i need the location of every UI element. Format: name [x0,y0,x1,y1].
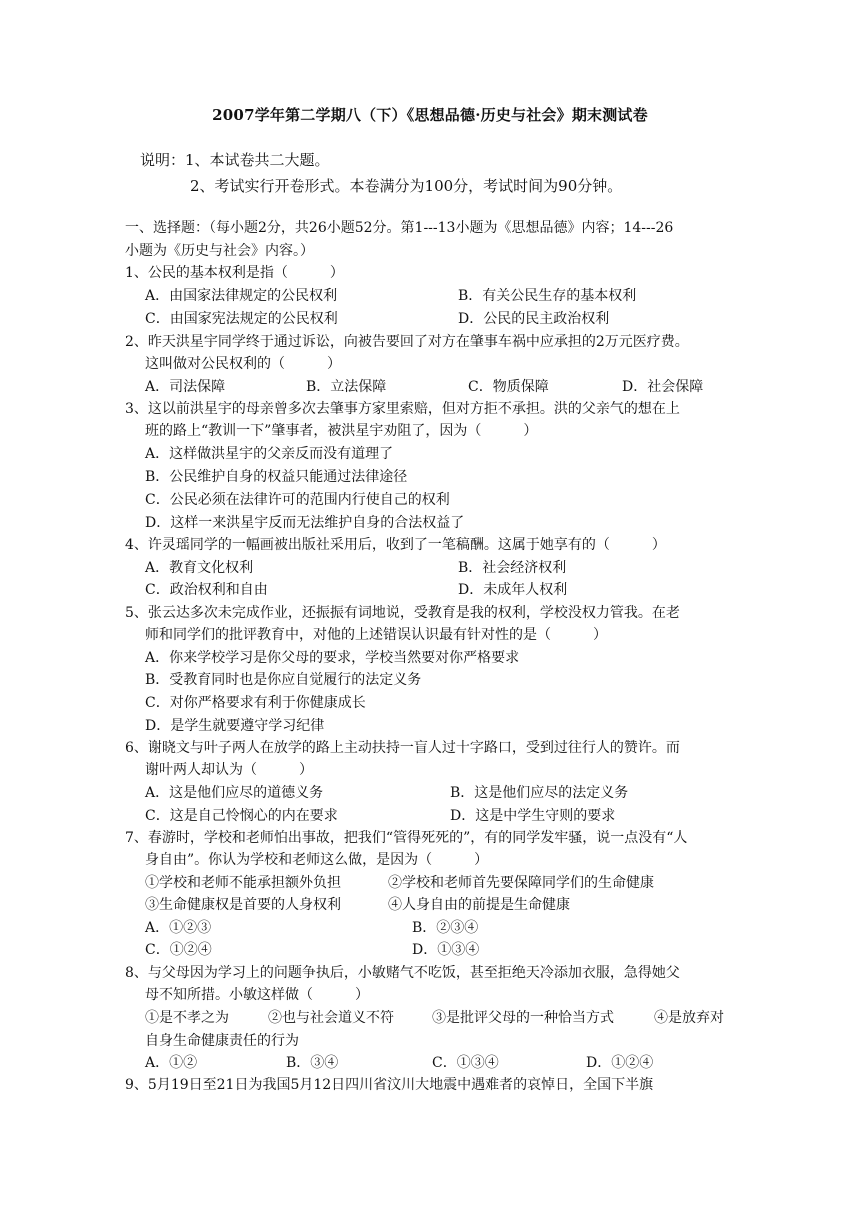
question-4: 4、许灵瑶同学的一幅画被出版社采用后，收到了一笔稿酬。这属于她享有的（ ） [125,537,666,553]
question-8: 8、与父母因为学习上的问题争执后，小敏赌气不吃饭，甚至拒绝天冷添加衣服，急得她父 [125,965,680,981]
q2-option-c: C．物质保障 [468,379,549,395]
q8-option-c: C．①③④ [432,1055,499,1071]
question-7: 7、春游时，学校和老师怕出事故，把我们“管得死死的”，有的同学发牢骚，说一点没有“人 [125,830,688,846]
q8-option-d: D．①②④ [586,1055,654,1071]
question-2: 2、昨天洪星宇同学终于通过诉讼，向被告要回了对方在肇事车祸中应承担的2万元医疗费。 [125,334,689,350]
q7-option-c: C．①②④ [145,942,212,958]
q2-option-d: D．社会保障 [622,379,704,395]
q7-statement-1: ①学校和老师不能承担额外负担 [145,875,341,891]
question-8-cont: 母不知所措。小敏这样做（ ） [145,987,369,1003]
q4-option-d: D．未成年人权利 [458,582,568,598]
q8-statement-4: ④是放弃对 [654,1010,724,1026]
question-5-cont: 师和同学们的批评教育中，对他的上述错误认识最有针对性的是（ ） [145,627,607,643]
q5-option-c: C．对你严格要求有利于你健康成长 [145,695,366,711]
q7-option-a: A．①②③ [145,920,212,936]
q6-option-d: D．这是中学生守则的要求 [450,808,616,824]
q1-option-a: A．由国家法律规定的公民权利 [145,288,338,304]
q5-option-b: B．受教育同时也是你应自觉履行的法定义务 [145,672,422,688]
q1-option-d: D．公民的民主政治权利 [458,311,610,327]
q4-option-a: A．教育文化权利 [145,560,254,576]
question-2-cont: 这叫做对公民权利的（ ） [145,356,341,372]
q7-option-b: B．②③④ [412,920,479,936]
question-9: 9、5月19日至21日为我国5月12日四川省汶川大地震中遇难者的哀悼日，全国下半旗 [125,1077,654,1093]
q5-option-d: D．是学生就要遵守学习纪律 [145,718,325,734]
question-3-cont: 班的路上“教训一下”肇事者，被洪星宇劝阻了，因为（ ） [145,423,538,439]
q4-option-c: C．政治权利和自由 [145,582,268,598]
q3-option-b: B．公民维护自身的权益只能通过法律途径 [145,469,408,485]
q4-option-b: B．社会经济权利 [458,560,567,576]
question-7-cont: 身自由”。你认为学校和老师这么做，是因为（ ） [145,852,489,868]
question-6: 6、谢晓文与叶子两人在放学的路上主动扶持一盲人过十字路口，受到过往行人的赞许。而 [125,740,680,756]
q5-option-a: A．你来学校学习是你父母的要求，学校当然要对你严格要求 [145,650,520,666]
q8-statement-4-cont: 自身生命健康责任的行为 [145,1033,299,1049]
note-2: 2、考试实行开卷形式。本卷满分为100分，考试时间为90分钟。 [190,177,623,195]
q6-option-b: B．这是他们应尽的法定义务 [450,785,629,801]
exam-title: 2007学年第二学期八（下）《思想品德·历史与社会》期末测试卷 [212,106,648,124]
q2-option-a: A．司法保障 [145,379,226,395]
q8-statement-1: ①是不孝之为 [145,1010,229,1026]
q7-statement-2: ②学校和老师首先要保障同学们的生命健康 [388,875,654,891]
q6-option-a: A．这是他们应尽的道德义务 [145,785,324,801]
q3-option-c: C．公民必须在法律许可的范围内行使自己的权利 [145,492,450,508]
q7-statement-4: ④人身自由的前提是生命健康 [388,897,570,913]
q8-option-b: B．③④ [286,1055,339,1071]
question-6-cont: 谢叶两人却认为（ ） [145,762,313,778]
question-1: 1、公民的基本权利是指（ ） [125,265,344,281]
q3-option-a: A．这样做洪星宇的父亲反而没有道理了 [145,446,394,462]
q8-option-a: A．①② [145,1055,198,1071]
question-3: 3、这以前洪星宇的母亲曾多次去肇事方家里索赔，但对方拒不承担。洪的父亲气的想在上 [125,401,680,417]
q7-option-d: D．①③④ [412,942,480,958]
q7-statement-3: ③生命健康权是首要的人身权利 [145,897,341,913]
section-heading: 一、选择题：（每小题2分，共26小题52分。第1---13小题为《思想品德》内容；14---26 [125,220,674,236]
q8-statement-3: ③是批评父母的一种恰当方式 [432,1010,614,1026]
q8-statement-2: ②也与社会道义不符 [268,1010,394,1026]
note-label: 说明：1、本试卷共二大题。 [140,151,330,169]
q6-option-c: C．这是自己怜悯心的内在要求 [145,808,338,824]
q1-option-b: B．有关公民生存的基本权利 [458,288,637,304]
question-5: 5、张云达多次未完成作业，还振振有词地说，受教育是我的权利，学校没权力管我。在老 [125,605,680,621]
q3-option-d: D．这样一来洪星宇反而无法维护自身的合法权益了 [145,515,465,531]
q2-option-b: B．立法保障 [306,379,387,395]
section-heading-cont: 小题为《历史与社会》内容。） [125,243,314,259]
q1-option-c: C．由国家宪法规定的公民权利 [145,311,338,327]
